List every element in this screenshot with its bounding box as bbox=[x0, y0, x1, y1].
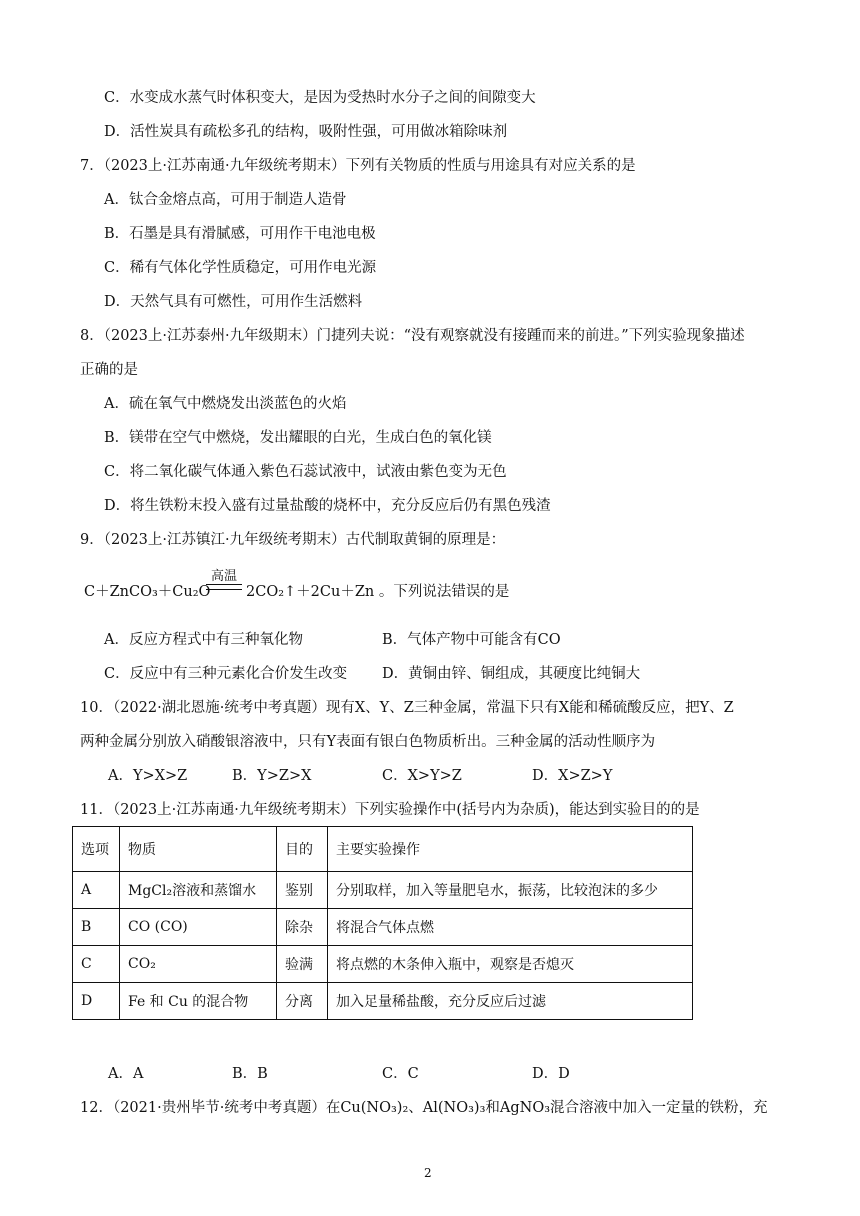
option-7a: A．钛合金熔点高，可用于制造人造骨 bbox=[104, 192, 347, 208]
table-header-cell: 物质 bbox=[120, 827, 277, 872]
table-header-cell: 目的 bbox=[277, 827, 328, 872]
option-9d: D．黄铜由锌、铜组成，其硬度比纯铜大 bbox=[382, 666, 641, 682]
equation-right: 2CO₂↑＋2Cu＋Zn 。下列说法错误的是 bbox=[246, 584, 510, 600]
option-7d: D．天然气具有可燃性，可用作生活燃料 bbox=[104, 294, 363, 310]
option-11c: C．C bbox=[382, 1066, 419, 1082]
equation-condition: 高温 bbox=[210, 569, 237, 584]
table-cell: 分别取样，加入等量肥皂水，振荡，比较泡沫的多少 bbox=[328, 872, 693, 909]
question-10: 10．（2022·湖北恩施·统考中考真题）现有X、Y、Z三种金属，常温下只有X能和稀硫酸反应，把Y、Z bbox=[80, 700, 734, 716]
option-11a: A．A bbox=[108, 1066, 144, 1082]
table-cell: CO₂ bbox=[120, 946, 277, 983]
option-7b: B．石墨是具有滑腻感，可用作干电池电极 bbox=[104, 226, 376, 242]
option-9a: A．反应方程式中有三种氧化物 bbox=[104, 632, 303, 648]
option-6d: D．活性炭具有疏松多孔的结构，吸附性强，可用做冰箱除味剂 bbox=[104, 124, 508, 140]
option-8d: D．将生铁粉末投入盛有过量盐酸的烧杯中，充分反应后仍有黑色残渣 bbox=[104, 498, 551, 514]
option-8c: C．将二氧化碳气体通入紫色石蕊试液中，试液由紫色变为无色 bbox=[104, 464, 507, 480]
option-9b: B．气体产物中可能含有CO bbox=[382, 632, 561, 648]
table-cell: 鉴别 bbox=[277, 872, 328, 909]
option-11b: B．B bbox=[232, 1066, 268, 1082]
option-10a: A．Y>X>Z bbox=[108, 768, 188, 784]
table-row bbox=[73, 872, 693, 909]
table-cell: 将混合气体点燃 bbox=[328, 909, 693, 946]
experiment-table bbox=[72, 826, 693, 1020]
table-cell: Fe 和 Cu 的混合物 bbox=[120, 983, 277, 1020]
table-cell: 验满 bbox=[277, 946, 328, 983]
option-8b: B．镁带在空气中燃烧，发出耀眼的白光，生成白色的氧化镁 bbox=[104, 430, 492, 446]
table-row bbox=[73, 946, 693, 983]
table-cell: A bbox=[73, 872, 120, 909]
equation-equals-sign bbox=[206, 584, 242, 590]
table-cell: CO (CO) bbox=[120, 909, 277, 946]
table-header-cell: 选项 bbox=[73, 827, 120, 872]
page-number: 2 bbox=[424, 1166, 432, 1180]
option-10b: B．Y>Z>X bbox=[232, 768, 312, 784]
question-9: 9．（2023上·江苏镇江·九年级统考期末）古代制取黄铜的原理是： bbox=[80, 532, 506, 548]
question-10-cont: 两种金属分别放入硝酸银溶液中，只有Y表面有银白色物质析出。三种金属的活动性顺序为 bbox=[80, 734, 656, 750]
table-header-row bbox=[73, 827, 693, 872]
table-cell: MgCl₂溶液和蒸馏水 bbox=[120, 872, 277, 909]
table-cell: 将点燃的木条伸入瓶中，观察是否熄灭 bbox=[328, 946, 693, 983]
table-cell: B bbox=[73, 909, 120, 946]
table-cell: 除杂 bbox=[277, 909, 328, 946]
table-row bbox=[73, 983, 693, 1020]
question-8-cont: 正确的是 bbox=[80, 362, 138, 378]
equation-left: C＋ZnCO₃＋Cu₂O bbox=[84, 584, 211, 600]
question-12: 12．（2021·贵州毕节·统考中考真题）在Cu(NO₃)₂、Al(NO₃)₃和AgNO₃混合溶液中加入一定量的铁粉，充 bbox=[80, 1100, 768, 1116]
option-10c: C．X>Y>Z bbox=[382, 768, 462, 784]
table-cell: 加入足量稀盐酸，充分反应后过滤 bbox=[328, 983, 693, 1020]
table-row bbox=[73, 909, 693, 946]
table-cell: C bbox=[73, 946, 120, 983]
option-10d: D．X>Z>Y bbox=[532, 768, 613, 784]
table-cell: 分离 bbox=[277, 983, 328, 1020]
option-7c: C．稀有气体化学性质稳定，可用作电光源 bbox=[104, 260, 377, 276]
table-cell: D bbox=[73, 983, 120, 1020]
option-11d: D．D bbox=[532, 1066, 570, 1082]
option-9c: C．反应中有三种元素化合价发生改变 bbox=[104, 666, 348, 682]
option-6c: C．水变成水蒸气时体积变大，是因为受热时水分子之间的间隙变大 bbox=[104, 90, 536, 106]
option-8a: A．硫在氧气中燃烧发出淡蓝色的火焰 bbox=[104, 396, 347, 412]
question-8: 8．（2023上·江苏泰州·九年级期末）门捷列夫说：“没有观察就没有接踵而来的前进。”下列实验现象描述 bbox=[80, 328, 745, 344]
question-7: 7．（2023上·江苏南通·九年级统考期末）下列有关物质的性质与用途具有对应关系的是 bbox=[80, 158, 636, 174]
table-header-cell: 主要实验操作 bbox=[328, 827, 693, 872]
question-11: 11．（2023上·江苏南通·九年级统考期末）下列实验操作中(括号内为杂质)，能达到实验目的的是 bbox=[80, 802, 700, 818]
